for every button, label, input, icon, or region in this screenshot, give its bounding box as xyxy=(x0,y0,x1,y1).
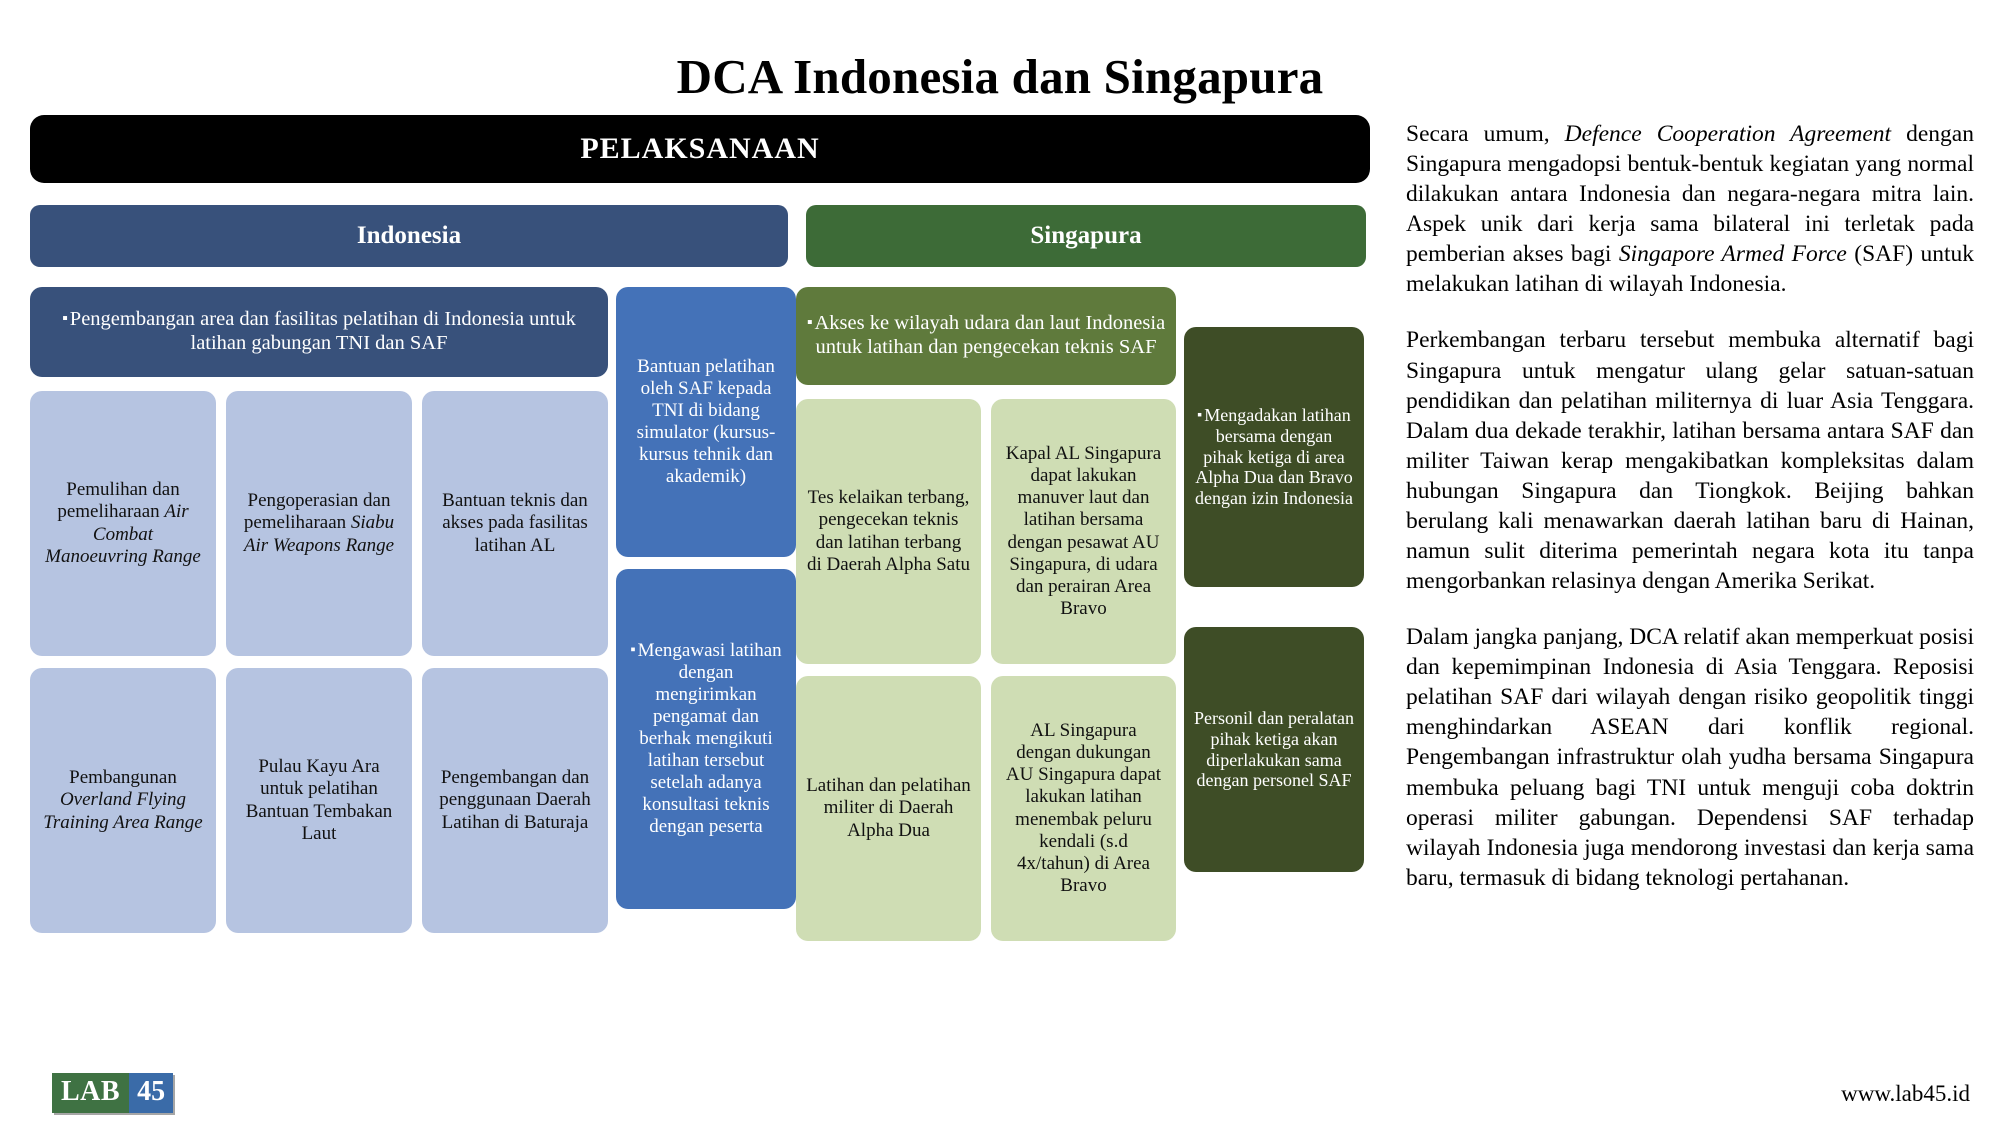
article-text-run: (SAF) untuk melakukan latihan di wilayah Indonesia. xyxy=(1406,241,1974,298)
indonesia-tile-5 xyxy=(226,668,412,933)
singapura-tile-3 xyxy=(796,676,981,941)
singapura-aside-tile-2-text: Personil dan peralatan pihak ketiga akan diperlakukan sama dengan personel SAF xyxy=(1194,707,1354,791)
logo-lab-text: LAB xyxy=(52,1073,129,1113)
article-paragraph-1 xyxy=(1406,119,1974,299)
logo-45-text: 45 xyxy=(129,1073,173,1113)
indonesia-aside-tile-1 xyxy=(616,287,796,557)
indonesia-tile-5-text: Pulau Kayu Ara untuk pelatihan Bantuan Tembakan Laut xyxy=(245,756,393,844)
singapura-aside-column xyxy=(1184,287,1364,953)
indonesia-tile-3-text: Bantuan teknis dan akses pada fasilitas latihan AL xyxy=(442,490,588,556)
indonesia-tile-3 xyxy=(422,391,608,656)
article-italic-run: Defence Cooperation Agreement xyxy=(1564,121,1892,147)
article-text-run: Perkembangan terbaru tersebut membuka alternatif bagi Singapura untuk mengatur ulang gelar satuan-satuan pendidikan dan pelatihan militernya di luar Asia Tenggara. Dalam dua dekade terakhir, latihan bersama antara SAF dan militer Taiwan kerap mengakibatkan kompleksitas dalam hubungan Singapura dan Tiongkok. Beijing bahkan berulang kali menawarkan daerah latihan baru di Hainan, namun sulit diterima pemerintah negara kota itu tanpa mengorbankan relasinya dengan Amerika Serikat. xyxy=(1406,327,1974,595)
indonesia-tile-4-italic: Overland Flying Training Area Range xyxy=(43,789,203,833)
singapura-tile-3-text: Latihan dan pelatihan militer di Daerah Alpha Dua xyxy=(806,775,971,841)
singapura-aside-tile-1 xyxy=(1184,327,1364,587)
indonesia-tile-2 xyxy=(226,391,412,656)
indonesia-tile-row-2 xyxy=(30,668,608,933)
indonesia-tile-4 xyxy=(30,668,216,933)
article-paragraph-2 xyxy=(1406,325,1974,596)
indonesia-aside-tile-2-text: Mengawasi latihan dengan mengirimkan pengamat dan berhak mengikuti latihan tersebut setelah adanya konsultasi teknis dengan peserta xyxy=(637,639,782,838)
main-layout xyxy=(0,115,2000,953)
singapura-tile-2-text: Kapal AL Singapura dapat lakukan manuver laut dan latihan bersama dengan pesawat AU Singapura, di udara dan perairan Area Bravo xyxy=(1005,443,1162,619)
diagram-column xyxy=(30,115,1370,953)
country-header-row xyxy=(30,205,1370,267)
article-column xyxy=(1370,115,1974,893)
indonesia-tile-1 xyxy=(30,391,216,656)
article-text-run: Dalam jangka panjang, DCA relatif akan memperkuat posisi dan kepemimpinan Indonesia di Asia Tenggara. Reposisi pelatihan SAF dari wilayah dengan risiko geopolitik tinggi menghindarkan ASEAN dari konflik regional. Pengembangan infrastruktur olah yudha bersama Singapura membuka peluang bagi TNI untuk menguji coba doktrin operasi militer gabungan. Dependensi SAF terhadap wilayah Indonesia juga mendorong investasi dan kerja sama baru, termasuk di bidang teknologi pertahanan. xyxy=(1406,624,1974,891)
bullet-icon: ▪ xyxy=(806,313,813,331)
page-title: DCA Indonesia dan Singapura xyxy=(676,49,1324,104)
singapura-aside-tile-1-text: Mengadakan latihan bersama dengan pihak ketiga di area Alpha Dua dan Bravo dengan izin Indonesia xyxy=(1195,404,1353,509)
singapura-header-label: Singapura xyxy=(1030,222,1142,249)
content-grid xyxy=(30,287,1370,953)
singapura-tile-1 xyxy=(796,399,981,664)
bullet-icon: ▪ xyxy=(630,641,636,658)
singapura-statement-text: Akses ke wilayah udara dan laut Indonesia untuk latihan dan pengecekan teknis SAF xyxy=(814,312,1166,358)
indonesia-aside-tile-1-text: Bantuan pelatihan oleh SAF kepada TNI di bidang simulator (kursus-kursus tehnik dan akademik) xyxy=(636,355,776,488)
pelaksanaan-banner xyxy=(30,115,1370,183)
singapura-tile-1-text: Tes kelaikan terbang, pengecekan teknis dan latihan terbang di Daerah Alpha Satu xyxy=(806,487,971,575)
indonesia-tile-row-1 xyxy=(30,391,608,656)
bullet-icon: ▪ xyxy=(1197,406,1203,423)
singapura-statement-box xyxy=(796,287,1176,385)
indonesia-statement-text: Pengembangan area dan fasilitas pelatihan di Indonesia untuk latihan gabungan TNI dan SAF xyxy=(69,308,576,354)
indonesia-aside-column xyxy=(616,287,796,909)
indonesia-tile-4-text: Pembangunan xyxy=(69,767,177,789)
singapura-tile-4-text: AL Singapura dengan dukungan AU Singapura dapat lakukan latihan menembak peluru kendali (s.d 4x/tahun) di Area Bravo xyxy=(1005,720,1162,896)
indonesia-tile-2-italic: Siabu Air Weapons Range xyxy=(243,512,395,556)
article-text-run: Secara umum, xyxy=(1406,121,1565,147)
singapura-tile-row-2 xyxy=(796,676,1176,941)
indonesia-section xyxy=(30,287,788,945)
pelaksanaan-label: PELAKSANAAN xyxy=(580,132,820,165)
indonesia-tile-1-italic: Air Combat Manoeuvring Range xyxy=(45,501,201,567)
website-url: www.lab45.id xyxy=(1841,1081,1970,1106)
singapura-header xyxy=(806,205,1366,267)
singapura-main-column xyxy=(796,287,1176,953)
bullet-icon: ▪ xyxy=(62,309,68,327)
article-text-run: dengan Singapura mengadopsi bentuk-bentuk kegiatan yang normal dilakukan antara Indonesia dan negara-negara mitra lain. Aspek unik dari kerja sama bilateral ini terletak pada pemberian akses bagi xyxy=(1406,121,1974,268)
indonesia-tile-6 xyxy=(422,668,608,933)
singapura-section xyxy=(796,287,1364,953)
indonesia-header-label: Indonesia xyxy=(356,222,462,249)
article-italic-run: Singapore Armed Force xyxy=(1618,241,1847,268)
indonesia-tile-6-text: Pengembangan dan penggunaan Daerah Latihan di Baturaja xyxy=(439,767,591,833)
singapura-tile-row-1 xyxy=(796,399,1176,664)
singapura-aside-tile-2 xyxy=(1184,627,1364,872)
indonesia-tile-2-text: Pengoperasian dan pemeliharaan xyxy=(243,490,391,534)
indonesia-tile-1-text: Pemulihan dan pemeliharaan xyxy=(57,479,180,523)
indonesia-main-column xyxy=(30,287,608,945)
indonesia-statement-box xyxy=(30,287,608,377)
singapura-tile-2 xyxy=(991,399,1176,664)
lab45-logo xyxy=(52,1073,173,1113)
article-paragraph-3 xyxy=(1406,622,1974,893)
singapura-tile-4 xyxy=(991,676,1176,941)
indonesia-header xyxy=(30,205,788,267)
indonesia-aside-tile-2 xyxy=(616,569,796,909)
